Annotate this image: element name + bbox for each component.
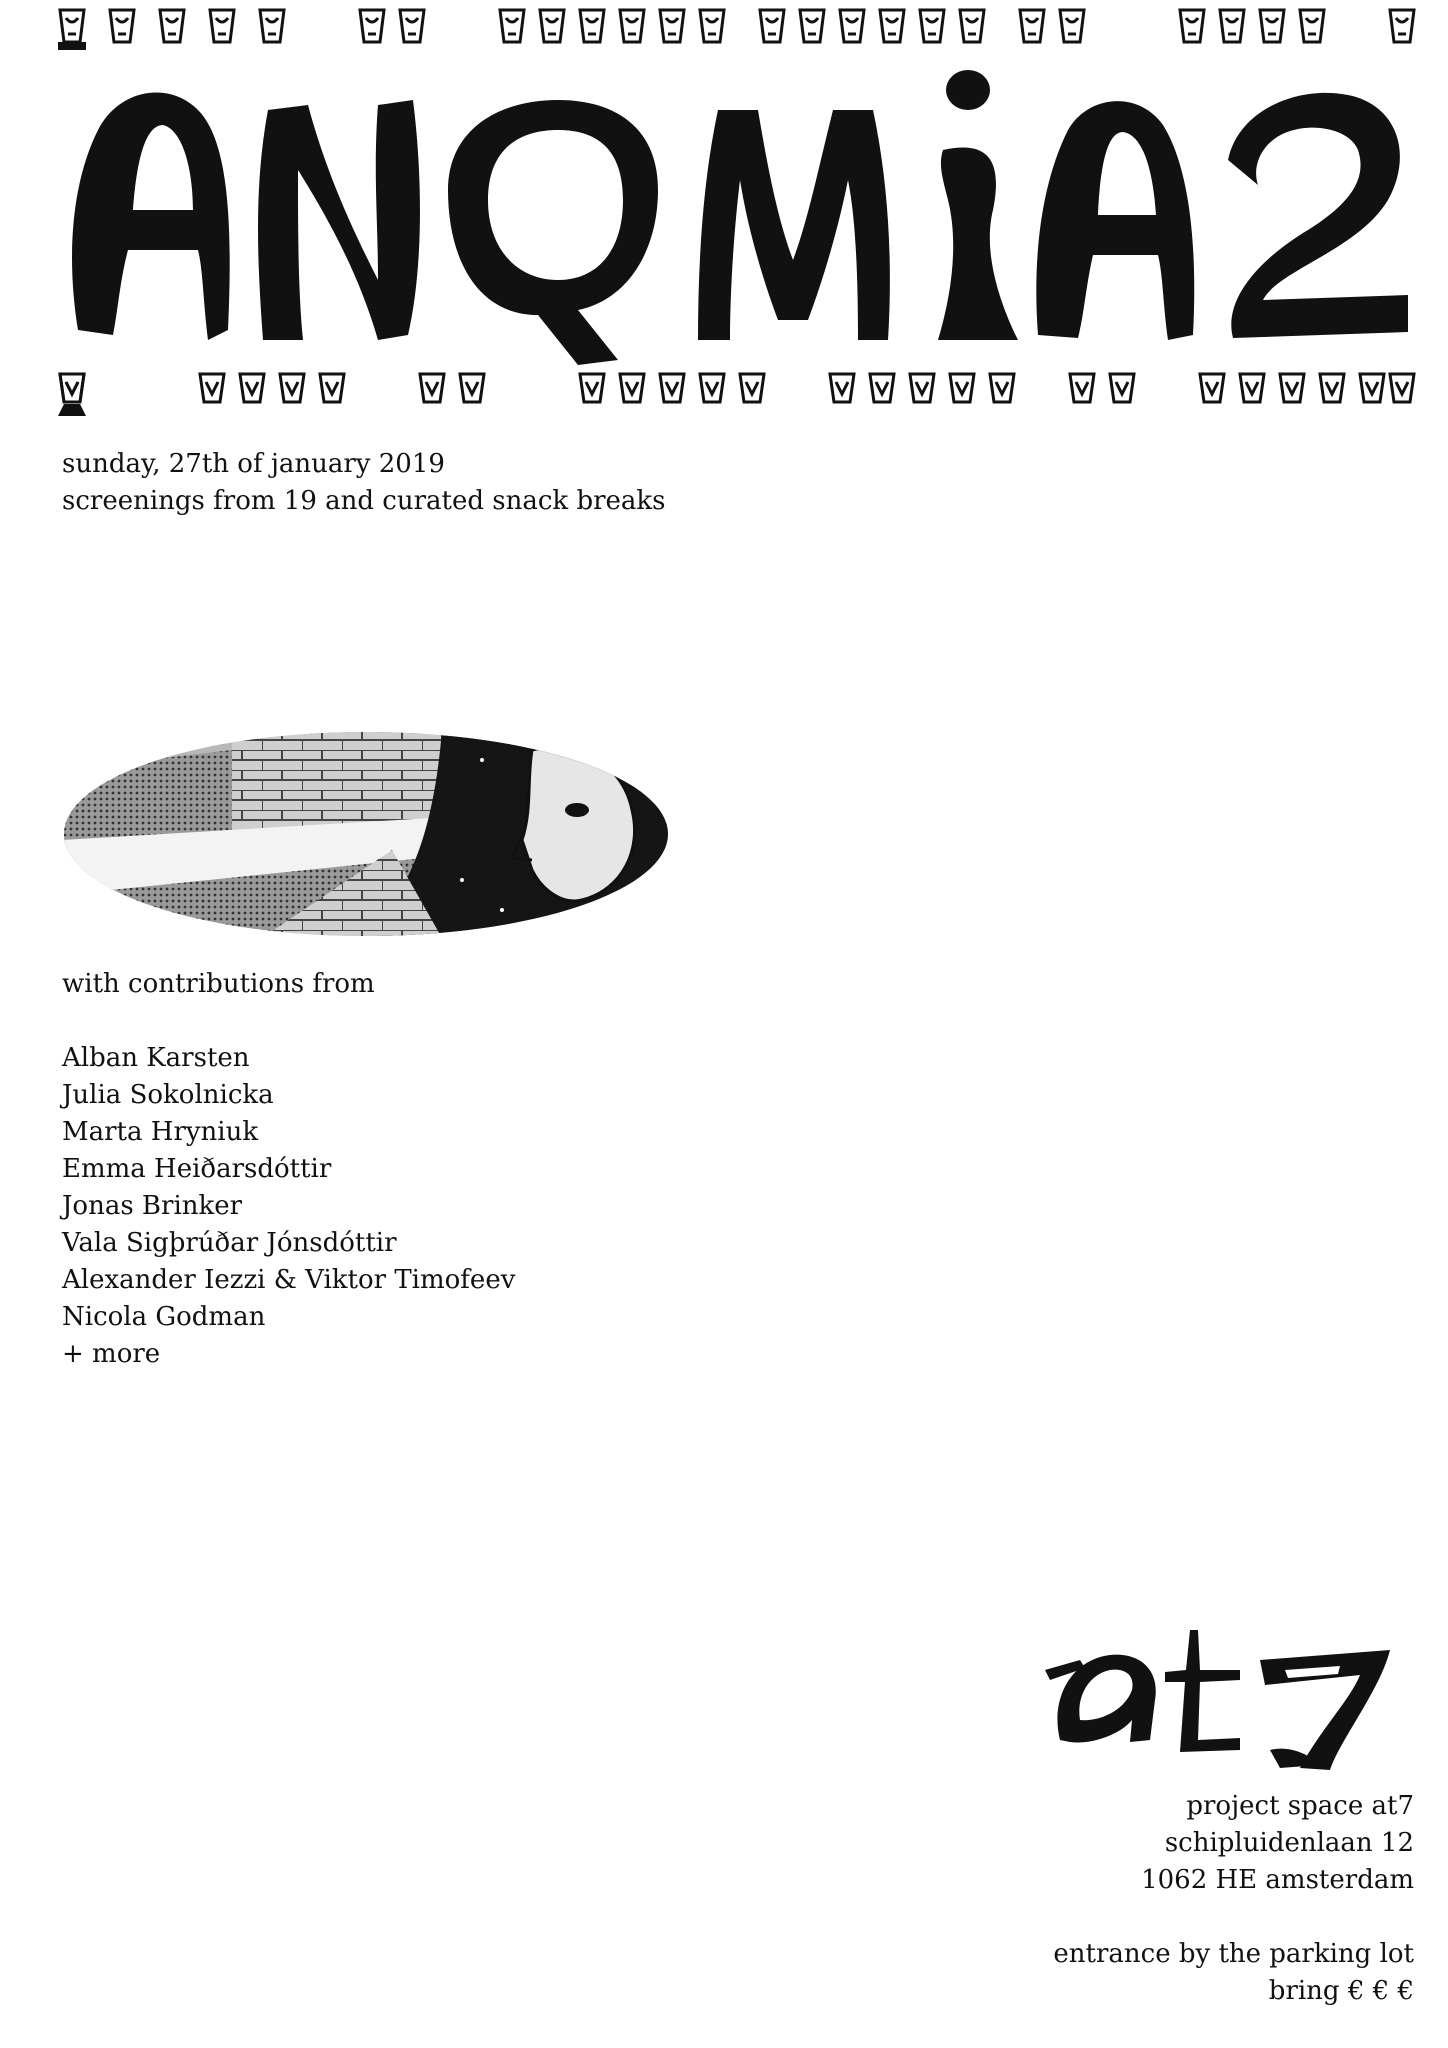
- title-wordmark: [58, 70, 1418, 370]
- list-item: Nicola Godman: [62, 1302, 266, 1332]
- list-item: Alexander Iezzi & Viktor Timofeev: [62, 1265, 516, 1295]
- top-ribbon-glyphs: [58, 6, 1418, 52]
- bring-note: bring € € €: [1268, 1976, 1414, 2006]
- at7-logo-lettering: [1040, 1630, 1400, 1770]
- venue-city: 1062 HE amsterdam: [1141, 1865, 1414, 1895]
- event-details: screenings from 19 and curated snack breaks: [62, 486, 666, 516]
- contributions-heading: with contributions from: [62, 969, 375, 999]
- venue-info: [1053, 1788, 1414, 2010]
- list-item: Emma Heiðarsdóttir: [62, 1154, 332, 1184]
- contributors-list: [62, 1040, 515, 1373]
- list-item: Marta Hryniuk: [62, 1117, 259, 1147]
- event-date: sunday, 27th of january 2019: [62, 449, 445, 479]
- top-glyph-ribbon: [58, 6, 1418, 52]
- subtitle-glyph-ribbon: [58, 372, 1418, 418]
- anomia2-lettering: [58, 70, 1418, 370]
- entrance-note: entrance by the parking lot: [1053, 1939, 1414, 1969]
- list-item: Jonas Brinker: [62, 1191, 243, 1221]
- at7-logo: [1040, 1630, 1400, 1770]
- venue-street: schipluidenlaan 12: [1164, 1828, 1414, 1858]
- event-info: [62, 446, 666, 520]
- list-item: + more: [62, 1339, 161, 1369]
- list-item: Vala Sigþrúðar Jónsdóttir: [62, 1228, 397, 1258]
- oval-artwork: [62, 730, 670, 938]
- venue-name: project space at7: [1186, 1791, 1414, 1821]
- spacer: [1053, 1899, 1414, 1936]
- list-item: Julia Sokolnicka: [62, 1080, 274, 1110]
- list-item: Alban Karsten: [62, 1043, 250, 1073]
- subtitle-ribbon-glyphs: [58, 372, 1418, 418]
- oval-artwork-image: [62, 730, 670, 938]
